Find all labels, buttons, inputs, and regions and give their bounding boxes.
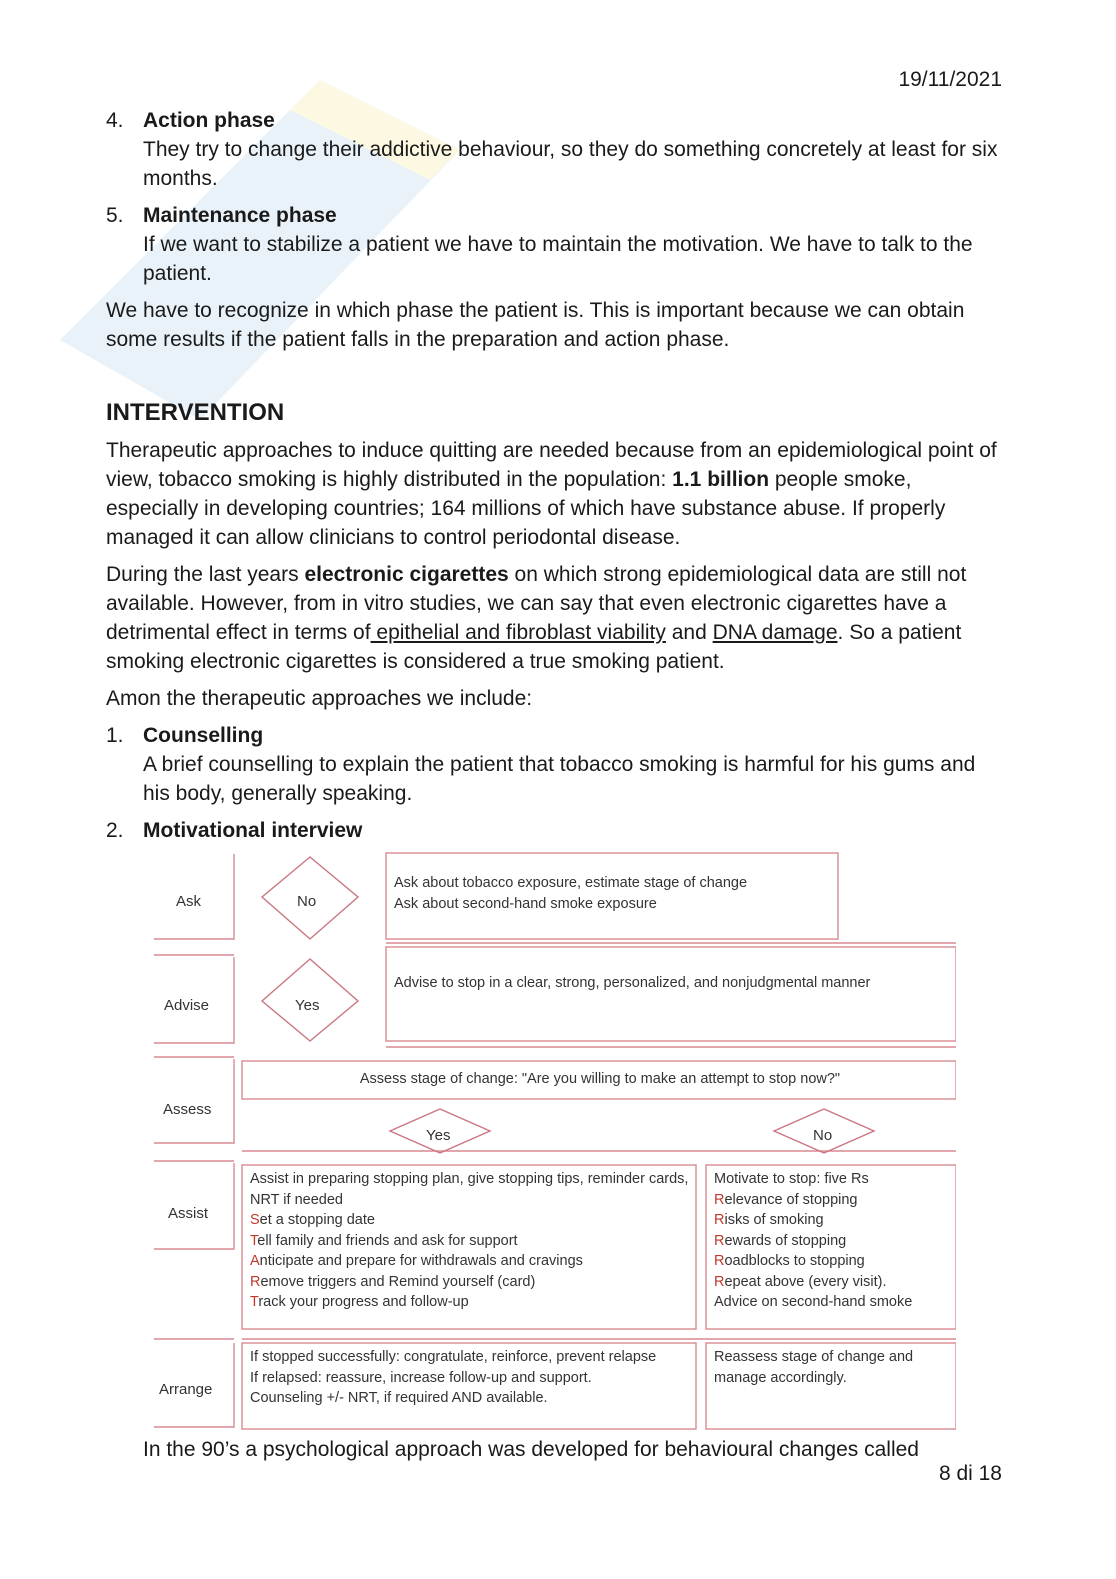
after-figure-text: In the 90’s a psychological approach was developed for behavioural changes called bbox=[143, 1438, 919, 1461]
bold-text: electronic cigarettes bbox=[304, 563, 509, 586]
assist-item bbox=[250, 1272, 692, 1293]
phase-item-maintenance bbox=[106, 201, 1006, 288]
assist-item bbox=[714, 1272, 954, 1293]
mnemonic-initial: R bbox=[714, 1232, 725, 1249]
five-a-diagram bbox=[154, 851, 956, 1433]
mnemonic-initial: R bbox=[714, 1212, 725, 1228]
assist-item-rest: et a stopping date bbox=[259, 1212, 375, 1228]
underlined-text: DNA damage bbox=[712, 621, 838, 644]
assist-right-text bbox=[714, 1169, 954, 1313]
assist-item bbox=[250, 1292, 692, 1313]
assist-item bbox=[250, 1210, 692, 1231]
header-date: 19/11/2021 bbox=[898, 68, 1002, 91]
assist-intro: Assist in preparing stopping plan, give stopping tips, reminder cards, NRT if needed bbox=[250, 1171, 689, 1208]
page-content bbox=[106, 106, 1006, 1472]
mnemonic-initial: R bbox=[714, 1253, 725, 1269]
assist-item-rest: ell family and friends and ask for support bbox=[257, 1232, 518, 1249]
text-run: on which strong epidemiological data are still not available. However, from in vitro studies, we can say that even electronic cigarettes have a detrimental effect in terms of bbox=[106, 563, 967, 644]
diagram-frame bbox=[154, 851, 956, 1433]
assist-item bbox=[714, 1190, 954, 1211]
arrange-line: If stopped successfully: congratulate, reinforce, prevent relapse bbox=[250, 1349, 657, 1365]
mnemonic-initial: A bbox=[250, 1253, 260, 1269]
bold-text: 1.1 billion bbox=[672, 468, 770, 491]
page-number: 8 di 18 bbox=[938, 1462, 1002, 1485]
assist-item-rest: epeat above (every visit). bbox=[724, 1273, 887, 1290]
intervention-paragraph-2 bbox=[106, 560, 1006, 676]
ask-line: Ask about second-hand smoke exposure bbox=[394, 895, 657, 912]
arrange-right-text: Reassess stage of change and manage accordingly. bbox=[714, 1349, 914, 1386]
list-number: 1. bbox=[106, 724, 124, 747]
text-run: and bbox=[665, 621, 713, 644]
phase-item-action bbox=[106, 106, 1006, 193]
assist-item bbox=[250, 1251, 692, 1272]
phase-title: Maintenance phase bbox=[143, 204, 337, 227]
section-heading: INTERVENTION bbox=[106, 399, 285, 426]
assist-item-rest: isks of smoking bbox=[724, 1212, 824, 1228]
phase-text: They try to change their addictive behaviour, so they do something concretely at least for six months. bbox=[143, 138, 998, 190]
assess-text: Assess stage of change: "Are you willing to make an attempt to stop now?" bbox=[359, 1071, 841, 1087]
ask-text bbox=[394, 873, 834, 914]
assist-item-rest: emove triggers and Remind yourself (card) bbox=[260, 1273, 536, 1290]
row-label-assess: Assess bbox=[163, 1101, 212, 1118]
mnemonic-initial: R bbox=[714, 1273, 725, 1290]
approach-item-counselling bbox=[106, 721, 1006, 808]
mnemonic-initial: T bbox=[250, 1232, 258, 1249]
row-label-advise: Advise bbox=[164, 997, 210, 1014]
text-run: people smoke, especially in developing countries; 164 millions of which have substance abuse. If properly managed it can allow clinicians to control periodontal disease. bbox=[106, 468, 946, 549]
assist-intro: Motivate to stop: five Rs bbox=[714, 1171, 869, 1187]
phase-text: If we want to stabilize a patient we have to maintain the motivation. We have to talk to the patient. bbox=[143, 233, 973, 285]
row-label-assist: Assist bbox=[168, 1205, 209, 1222]
assist-item-rest: rack your progress and follow-up bbox=[258, 1294, 469, 1310]
diamond-no-label: No bbox=[297, 893, 317, 910]
assist-item-rest: oadblocks to stopping bbox=[724, 1253, 865, 1269]
mnemonic-initial: R bbox=[714, 1191, 725, 1208]
assist-item-rest: ewards of stopping bbox=[724, 1232, 847, 1249]
phase-title: Action phase bbox=[143, 109, 275, 132]
arrange-line: Counseling +/- NRT, if required AND available. bbox=[250, 1390, 548, 1406]
assist-item-rest: elevance of stopping bbox=[724, 1191, 858, 1208]
arrange-line: If relapsed: reassure, increase follow-up and support. bbox=[250, 1369, 592, 1386]
advise-text: Advise to stop in a clear, strong, personalized, and nonjudgmental manner bbox=[394, 975, 871, 991]
text-run: . So a patient smoking electronic cigarettes is considered a true smoking patient. bbox=[106, 621, 962, 673]
text-run: Therapeutic approaches to induce quitting are needed because from an epidemiological point of view, tobacco smoking is highly distributed in the population: bbox=[106, 439, 997, 491]
assist-item-rest: nticipate and prepare for withdrawals and cravings bbox=[259, 1253, 583, 1269]
approach-title: Counselling bbox=[143, 724, 264, 747]
list-number: 2. bbox=[106, 819, 124, 842]
list-number: 4. bbox=[106, 109, 124, 132]
mnemonic-initial: T bbox=[250, 1294, 259, 1310]
assist-item bbox=[714, 1251, 954, 1272]
mnemonic-initial: R bbox=[250, 1273, 261, 1290]
intervention-paragraph-3: Amon the therapeutic approaches we include: bbox=[106, 687, 533, 710]
assess-yes-label: Yes bbox=[426, 1127, 451, 1144]
assist-left-text bbox=[250, 1169, 692, 1313]
assist-outro: Advice on second-hand smoke bbox=[714, 1294, 913, 1310]
approach-title: Motivational interview bbox=[143, 819, 363, 842]
phase-note: We have to recognize in which phase the patient is. This is important because we can obtain some results if the patient falls in the preparation and action phase. bbox=[106, 299, 965, 351]
row-label-ask: Ask bbox=[176, 893, 202, 910]
ask-line: Ask about tobacco exposure, estimate stage of change bbox=[394, 875, 748, 891]
underlined-text: epithelial and fibroblast viability bbox=[370, 621, 666, 644]
intervention-paragraph-1 bbox=[106, 436, 1006, 552]
text-run: During the last years bbox=[106, 563, 305, 586]
approach-item-motivational bbox=[106, 816, 1006, 845]
approach-text: A brief counselling to explain the patient that tobacco smoking is harmful for his gums and his body, generally speaking. bbox=[143, 753, 976, 805]
assist-item bbox=[250, 1231, 692, 1252]
mnemonic-initial: S bbox=[250, 1212, 260, 1228]
assess-no-label: No bbox=[813, 1127, 833, 1144]
assist-item bbox=[714, 1231, 954, 1252]
row-label-arrange: Arrange bbox=[159, 1381, 213, 1398]
diamond-yes-label: Yes bbox=[295, 997, 320, 1014]
assist-item bbox=[714, 1210, 954, 1231]
arrange-left-text bbox=[250, 1347, 688, 1409]
list-number: 5. bbox=[106, 204, 124, 227]
